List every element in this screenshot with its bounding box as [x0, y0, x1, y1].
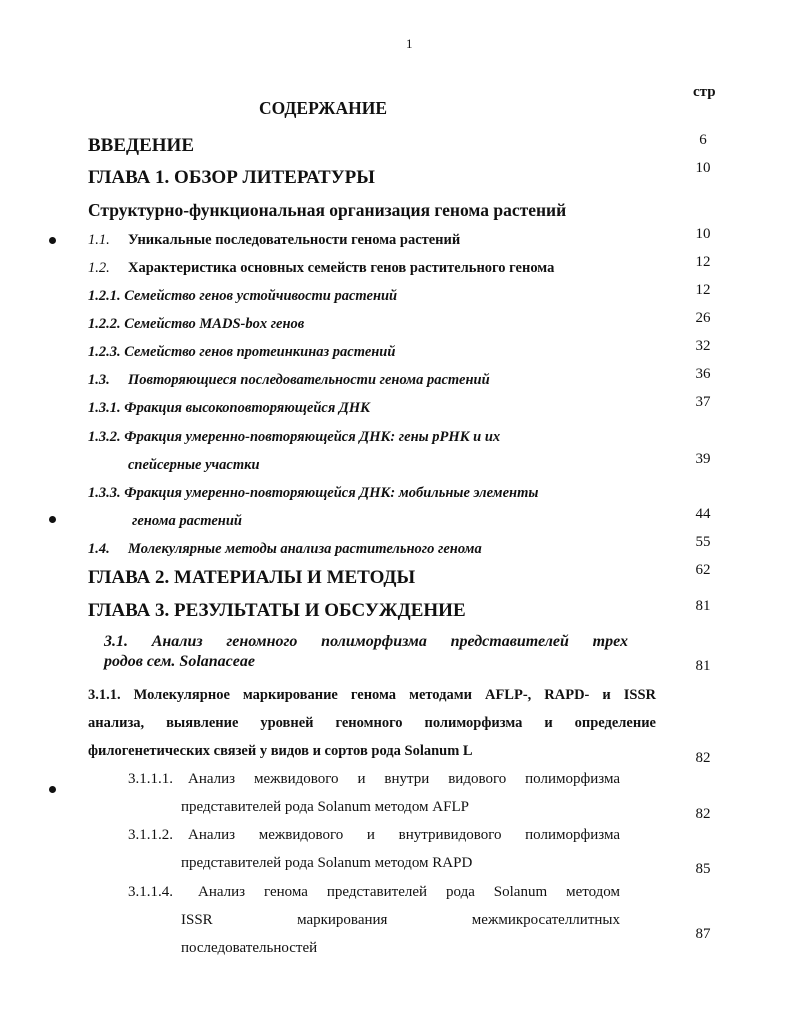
- page-number: 1: [406, 36, 413, 51]
- toc-entry-continuation: филогенетических связей у видов и сортов рода Solanum L: [88, 743, 473, 759]
- toc-entry-text: 3.1.1. Молекулярное маркирование генома методами AFLP-, RAPD- и ISSR: [88, 687, 656, 703]
- toc-entry-continuation-wrap: [181, 912, 620, 929]
- toc-entry-1-4[interactable]: Молекулярные методы анализа растительного генома: [128, 541, 482, 557]
- toc-entry-text: 3.1. Анализ геномного полиморфизма представителей трех: [104, 633, 628, 650]
- page-column-label: стр: [693, 84, 716, 100]
- toc-entry-1-3-1[interactable]: 1.3.1. Фракция высокоповторяющейся ДНК: [88, 400, 370, 416]
- scan-dot-mark: [49, 516, 56, 523]
- toc-page-number: 39: [695, 451, 711, 467]
- toc-entry-continuation: последовательностей: [181, 940, 318, 956]
- toc-entry-text: Анализ межвидового и внутри видового полиморфизма: [188, 771, 620, 787]
- toc-page-number: 87: [695, 926, 711, 942]
- toc-entry-text: Анализ межвидового и внутривидового полиморфизма: [188, 827, 620, 843]
- page-title: СОДЕРЖАНИЕ: [259, 98, 388, 118]
- toc-entry-continuation: родов сем. Solanaceae: [104, 653, 255, 670]
- toc-page-number: 12: [695, 282, 711, 298]
- toc-entry-1-2-2[interactable]: 1.2.2. Семейство MADS-box генов: [88, 316, 305, 332]
- toc-entry-continuation-wrap: [88, 715, 656, 732]
- toc-page-number: 10: [695, 226, 711, 242]
- toc-entry-continuation: представителей рода Solanum методом AFLP: [181, 799, 469, 815]
- toc-entry-number: 3.1.1.4.: [128, 884, 173, 900]
- toc-entry-3-1-1-1[interactable]: [188, 771, 620, 788]
- toc-entry-number: 1.2.: [88, 260, 110, 276]
- toc-entry-3-1[interactable]: [104, 633, 628, 651]
- toc-entry-3-1-1-4[interactable]: [198, 884, 620, 901]
- toc-entry-3-1-1-2[interactable]: [188, 827, 620, 844]
- toc-entry-1-3-3[interactable]: 1.3.3. Фракция умеренно-повторяющейся ДНК: мобильные элементы: [88, 485, 539, 501]
- toc-entry-number: 3.1.1.2.: [128, 827, 173, 843]
- toc-page-number: 44: [695, 506, 711, 522]
- toc-page-number: 81: [695, 658, 711, 674]
- toc-page-number: 32: [695, 338, 711, 354]
- toc-entry-number: 1.4.: [88, 541, 110, 557]
- toc-entry-section-heading[interactable]: Структурно-функциональная организация генома растений: [88, 200, 567, 220]
- toc-page-number: 26: [695, 310, 711, 326]
- toc-entry-continuation: генома растений: [132, 513, 242, 529]
- toc-page-number: 6: [699, 132, 707, 148]
- scan-dot-mark: [49, 786, 56, 793]
- toc-entry-1-2[interactable]: Характеристика основных семейств генов растительного генома: [128, 260, 555, 276]
- toc-page-number: 55: [695, 534, 711, 550]
- toc-entry-1-2-3[interactable]: 1.2.3. Семейство генов протеинкиназ растений: [88, 344, 396, 360]
- toc-entry-1-3-2[interactable]: 1.3.2. Фракция умеренно-повторяющейся ДНК: гены рРНК и их: [88, 429, 501, 445]
- toc-entry-continuation: ISSR маркирования межмикросателлитных: [181, 912, 620, 928]
- toc-entry-1-3[interactable]: Повторяющиеся последовательности генома растений: [128, 372, 490, 388]
- toc-page-number: 10: [695, 160, 711, 176]
- toc-entry-number: 1.1.: [88, 232, 110, 248]
- toc-entry-chapter-2[interactable]: ГЛАВА 2. МАТЕРИАЛЫ И МЕТОДЫ: [88, 567, 416, 588]
- toc-page-number: 37: [695, 394, 711, 410]
- toc-page-number: 85: [695, 861, 711, 877]
- toc-entry-chapter-3[interactable]: ГЛАВА 3. РЕЗУЛЬТАТЫ И ОБСУЖДЕНИЕ: [88, 600, 466, 621]
- toc-entry-chapter-1[interactable]: ГЛАВА 1. ОБЗОР ЛИТЕРАТУРЫ: [88, 167, 375, 188]
- toc-entry-continuation: анализа, выявление уровней геномного полиморфизма и определение: [88, 715, 656, 731]
- scan-dot-mark: [49, 237, 56, 244]
- toc-page-number: 82: [695, 806, 711, 822]
- toc-entry-3-1-1[interactable]: [88, 687, 656, 704]
- toc-entry-continuation: представителей рода Solanum методом RAPD: [181, 855, 473, 871]
- toc-page-number: 12: [695, 254, 711, 270]
- toc-page-number: 36: [695, 366, 711, 382]
- toc-page-number: 62: [695, 562, 711, 578]
- toc-entry-1-1[interactable]: Уникальные последовательности генома растений: [128, 232, 461, 248]
- toc-entry-number: 1.3.: [88, 372, 110, 388]
- toc-entry-intro[interactable]: ВВЕДЕНИЕ: [88, 135, 194, 156]
- toc-entry-text: Анализ генома представителей рода Solanum методом: [198, 884, 620, 900]
- toc-page-number: 82: [695, 750, 711, 766]
- toc-entry-1-2-1[interactable]: 1.2.1. Семейство генов устойчивости растений: [88, 288, 398, 304]
- toc-entry-continuation: спейсерные участки: [128, 457, 260, 473]
- toc-page-number: 81: [695, 598, 711, 614]
- toc-entry-number: 3.1.1.1.: [128, 771, 173, 787]
